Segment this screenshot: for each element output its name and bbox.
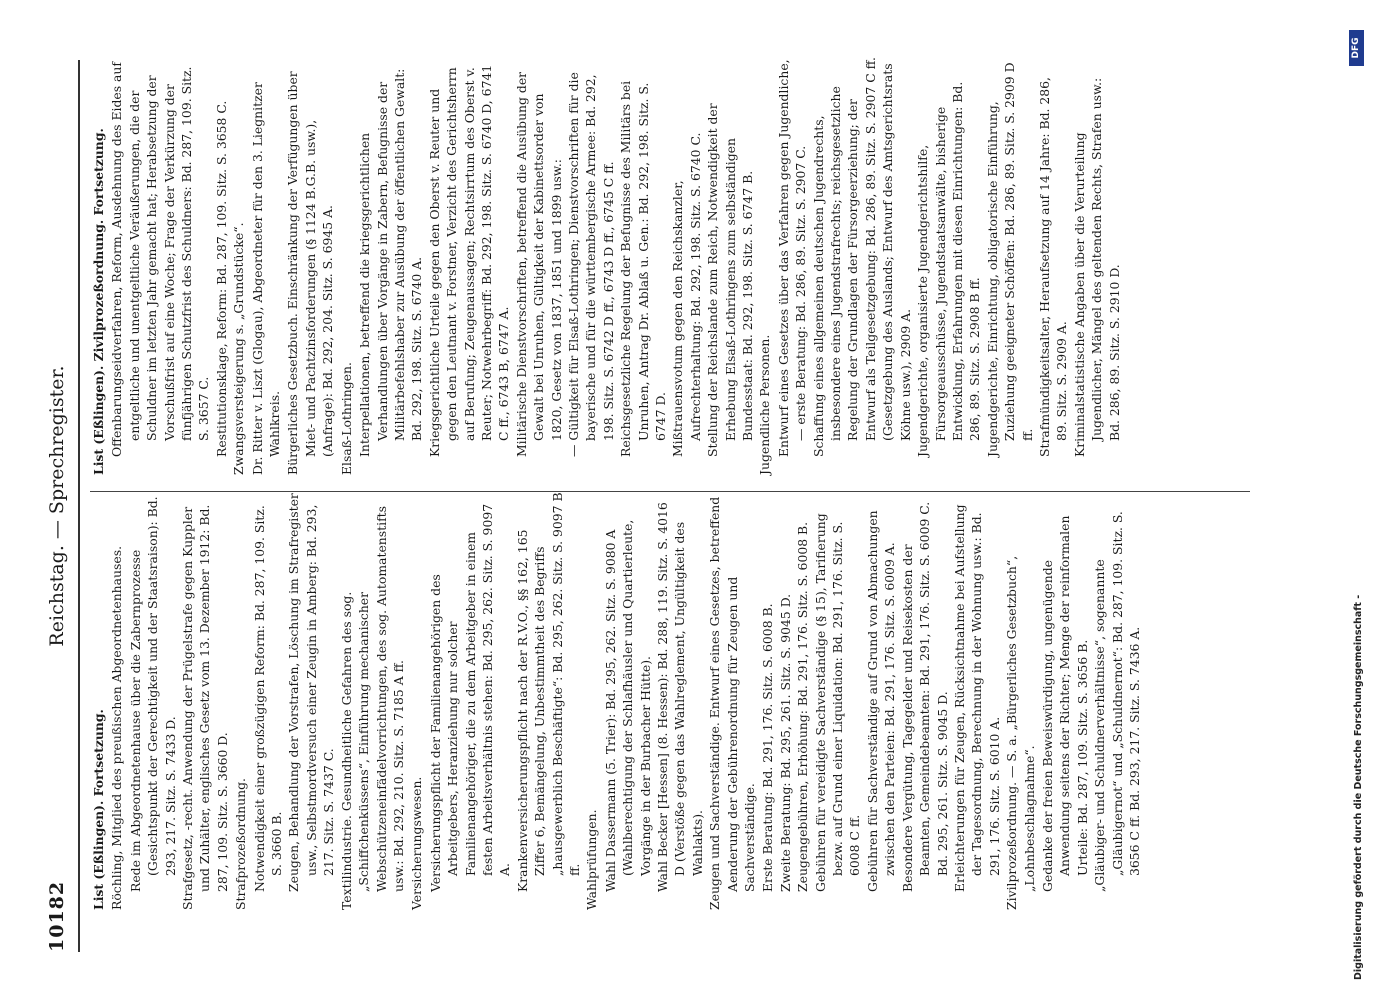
register-subentry: Notwendigkeit einer großzügigen Reform: Bd. 287, 109. Sitz. S. 3660 B. [251, 505, 285, 892]
register-subentry: Zeugen, Behandlung der Vorstrafen, Löschung im Strafregister usw., Selbstmordversuch einer Zeugin in Amberg: Bd. 293, 217. Sitz. S. 7437 C. [286, 493, 337, 892]
register-entry: Textilindustrie. Gesundheitliche Gefahren des sog. „Schiffchenküssens“, Einführung mechanischer Webschützeneinfädelvorrichtungen, des sog. Automatenstifts usw.: Bd. 292, 210. Sitz. S. 7185 A ff. [338, 505, 406, 910]
right-column [90, 57, 1123, 475]
register-subentry: Kriegsgerichtliche Urteile gegen den Oberst v. Reuter und gegen den Leutnant v. Forstner, Verzicht des Gerichtsherrn auf Berufung; Zeugenaussagen; Rechtsirrtum des Oberst v. Reuter; Notwehrbegriff: Bd. 292, 198. Sitz. S. 6740 D, 6741 C ff., 6743 B, 6747 A. [426, 64, 512, 457]
register-entry: Versicherungswesen. [409, 776, 425, 910]
register-subentry: Wahl Becker [Hessen] (8. Hessen): Bd. 288, 119. Sitz. S. 4016 D (Verstöße gegen das Wahlreglement, Ungültigkeit des Wahlakts). [655, 502, 705, 892]
register-subentry: Erleichterungen für Zeugen, Rücksichtnahme bei Aufstellung der Tagesordnung, Berechnung in der Wohnung usw.: Bd. 291, 176. Sitz. S. 6010 A. [951, 504, 1002, 892]
register-subentry: Zeugengebühren, Erhöhung: Bd. 291, 176. Sitz. S. 6008 B. [795, 521, 811, 892]
page-header [40, 60, 74, 952]
register-subentry: Mißtrauensvotum gegen den Reichskanzler, Aufrechterhaltung: Bd. 292, 198. Sitz. S. 6740 C. [670, 132, 703, 457]
register-entry: Strafgesetz, -recht. Anwendung der Prügelstrafe gegen Kuppler und Zuhälter, englisches Gesetz vom 13. Dezember 1912: Bd. 287, 109. Sitz. S. 3660 D. [180, 504, 230, 910]
header-rule [78, 60, 80, 952]
register-subentry: Strafmündigkeitsalter, Heraufsetzung auf 14 Jahre: Bd. 286, 89. Sitz. S. 2909 A. [1036, 77, 1070, 457]
register-subentry: Interpellationen, betreffend die kriegsgerichtlichen Verhandlungen über Vorgänge in Zabern, Befugnisse der Militärbefehlshaber zur Ausübung der öffentlichen Gewalt: Bd. 292, 198. Sitz. S. 6740 A. [357, 68, 425, 457]
register-subentry: Offenbarungseidverfahren, Reform, Ausdehnung des Eides auf entgeltliche und unentgeltliche Veräußerungen, die der Schuldner im letzten Jahr gemacht hat; Herabsetzung der Vorschußfrist auf eine Woche; Frage der Verkürzung der fünfjährigen Schutzfrist des Schuldners: Bd. 287, 109. Sitz. S. 3657 C. [109, 62, 212, 457]
register-entry: Strafprozeßordnung. [233, 778, 249, 910]
left-column-heading: List (Eßlingen). Fortsetzung. [91, 709, 106, 910]
column-divider [90, 491, 1250, 492]
register-subentry: Rede im Abgeordnetenhause über die Zabernprozesse (Gesichtspunkt der Gerechtigkeit und der Staatsraison): Bd. 293, 217. Sitz. S. 7433 D. [127, 496, 178, 892]
register-entry: Zwangsversteigerung s. „Grundstücke“. [231, 222, 247, 475]
left-column [90, 492, 1143, 910]
register-subentry: Entwurf eines Gesetzes über das Verfahren gegen Jugendliche, — erste Beratung: Bd. 286, 89. Sitz. S. 2907 C. [775, 59, 809, 457]
register-subentry: Kriminalstatistische Angaben über die Verurteilung Jugendlicher, Mängel des geltenden Rechts, Strafen usw.: Bd. 286, 89. Sitz. S. 2910 D. [1071, 77, 1122, 457]
register-entry: Röchling, Mitglied des preußischen Abgeordnetenhauses. [109, 545, 125, 910]
register-subentry: Reichsgesetzliche Regelung der Befugnisse des Militärs bei Unruhen, Antrag Dr. Ablaß u. Gen.: Bd. 292, 198. Sitz. S. 6747 D. [618, 80, 668, 457]
register-subentry: Militärische Dienstvorschriften, betreffend die Ausübung der Gewalt bei Unruhen, Gültigkeit der Kabinettsorder von 1820, Gesetz von 1837, 1851 und 1899 usw.: [513, 71, 564, 457]
right-column-heading: List (Eßlingen). Zivilprozeßordnung. Fortsetzung. [91, 128, 106, 475]
register-subentry: Krankenversicherungspflicht nach der R.V.O., §§ 162, 165 Ziffer 6, Bemängelung, Unbestimmtheit des Begriffs „hausgewerblich Beschäftigte“: Bd. 295, 262. Sitz. S. 9097 B ff. [514, 492, 582, 892]
left-entries [108, 492, 1143, 910]
register-subentry: Stellung der Reichslande zum Reich, Notwendigkeit der Erhebung Elsaß-Lothringens zum selbständigen Bundesstaat: Bd. 292, 198. Sitz. S. 6747 B. [705, 103, 756, 457]
register-subentry: Gebühren für Sachverständige auf Grund von Abmachungen zwischen den Parteien: Bd. 291, 176. Sitz. S. 6009 A. [864, 510, 898, 892]
register-entry: Dr. Ritter v. Liszt (Glogau), Abgeordneter für den 3. Liegnitzer Wahlkreis. [249, 82, 283, 475]
right-entries [108, 57, 1123, 475]
register-subentry: Jugendgerichte, Einrichtung, obligatorische Einführung, Zuziehung geeigneter Schöffen: Bd. 286, 89. Sitz. S. 2909 D ff. [984, 62, 1035, 457]
register-subentry: Wahl Dassermann (5. Trier): Bd. 295, 262. Sitz. S. 9080 A (Wahlberechtigung der Schlafhäusler und Quartierleute, Vorgänge in der Burbacher Hütte). [602, 519, 653, 892]
register-entry: Elsaß-Lothringen. [338, 362, 354, 475]
register-subentry: Besondere Vergütung, Tagegelder und Reisekosten der Beamten, Gemeindebeamten: Bd. 291, 176. Sitz. S. 6009 C. Bd. 295, 261. Sitz. S. 9045 D. [899, 501, 950, 892]
register-subentry: — Gültigkeit für Elsaß-Lothringen; Dienstvorschriften für die bayerische und für die württembergische Armee: Bd. 292, 198. Sitz. S. 6742 D ff., 6743 D ff., 6745 C ff. [565, 72, 616, 457]
register-subentry: Gedanke der freien Beweiswürdigung, ungenügende Anwendung seitens der Richter; Menge der reinformalen Urteile: Bd. 287, 109. Sitz. S. 3656 B. [1039, 515, 1090, 892]
register-subentry: Versicherungspflicht der Familienangehörigen des Arbeitgebers, Heranziehung nur solcher Familienangehöriger, die zu dem Arbeitgeber in einem festen Arbeitsverhältnis stehen: Bd. 295, 262. Sitz. S. 9097 A. [427, 503, 513, 892]
register-subentry: Zweite Beratung: Bd. 295, 261. Sitz. S. 9045 D. [777, 593, 793, 892]
page-title: Reichstag. — Sprechregister. [46, 365, 68, 647]
register-subentry: Gebühren für vereidigte Sachverständige (§ 15), Tarifierung bezw. auf Grund einer Liquidation: Bd. 291, 176. Sitz. S. 6008 C ff. [812, 513, 863, 892]
register-subentry: Schaffung eines allgemeinen deutschen Jugendrechts, insbesondere eines Jugendstrafrechts; reichsgesetzliche Regelung der Grundlagen der Fürsorgeerziehung; der Entwurf als Teilgesetzgebung: Bd. 286, 89. Sitz. S. 2907 C ff. (Gesetzgebung des Auslands; Entwurf des Amtsgerichtsrats Köhne usw.), 2909 A. [810, 57, 913, 457]
register-entry: Zivilprozeßordnung. — S. a. „Bürgerliches Gesetzbuch“, „Lohnbeschlagnahme“. [1004, 555, 1037, 910]
register-subentry: Jugendgerichte, organisierte Jugendgerichtshilfe, Fürsorgeausschüsse, Jugendstaatsanwälte, bisherige Entwicklung, Erfahrungen mit diesen Einrichtungen: Bd. 286, 89. Sitz. S. 2908 B ff. [915, 81, 983, 457]
register-entry: Jugendliche Personen. [757, 334, 773, 475]
dfg-logo: DFG [1349, 30, 1364, 66]
register-entry: Bürgerliches Gesetzbuch. Einschränkung der Verfügungen über Miet- und Pachtzinsforderungen (§ 1124 B.G.B. usw.), (Anfrage): Bd. 292, 204. Sitz. S. 6945 A. [285, 71, 336, 475]
page-number: 10182 [46, 880, 68, 952]
digitization-credit: Digitalisierung gefördert durch die Deutsche Forschungsgemeinschaft - [1353, 594, 1364, 980]
register-entry: Wahlprüfungen. [584, 809, 600, 910]
register-subentry: Restitutionsklage, Reform: Bd. 287, 109. Sitz. S. 3658 C. [213, 100, 229, 457]
register-subentry: Erste Beratung: Bd. 291, 176. Sitz. S. 6008 B. [760, 603, 776, 892]
register-subentry: „Gläubiger- und Schuldnerverhältnisse“, sogenannte „Gläubigernot“ und „Schuldnernot“: Bd. 287, 109. Sitz. S. 3656 C ff. Bd. 293, 217. Sitz. S. 7436 A. [1092, 511, 1142, 892]
register-entry: Zeugen und Sachverständige. Entwurf eines Gesetzes, betreffend Aenderung der Gebührenordnung für Zeugen und Sachverständige. [707, 496, 758, 910]
